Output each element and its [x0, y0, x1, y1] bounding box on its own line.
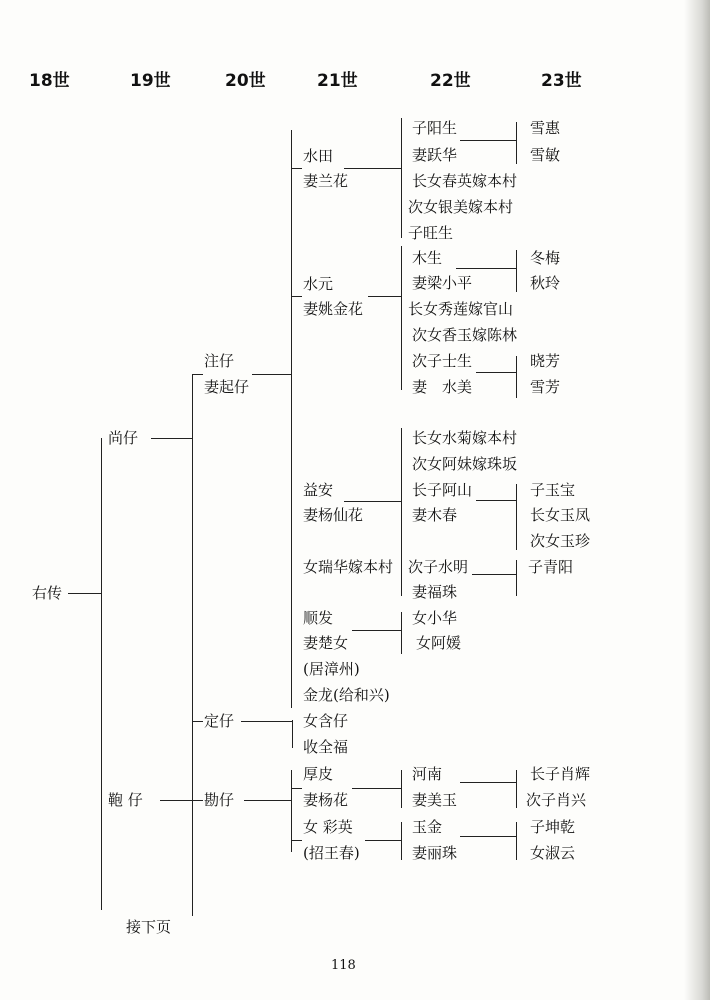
bracket-line — [401, 612, 402, 654]
person-houpi: 厚皮 — [303, 765, 334, 783]
scan-edge-shadow — [684, 0, 710, 1000]
person-youchuan: 右传 — [32, 584, 63, 602]
bracket-line — [516, 560, 517, 596]
connector-line — [368, 296, 402, 297]
person-shunfa-wife: 妻楚女 — [303, 634, 349, 652]
person-dongmei: 冬梅 — [530, 249, 561, 267]
person-second-son-shisheng: 次子士生 — [412, 352, 473, 370]
bracket-line — [292, 720, 293, 748]
bracket-line — [401, 770, 402, 808]
person-shuiyuan-wife: 妻姚金花 — [303, 300, 364, 318]
person-ashan-wife: 妻木春 — [412, 506, 458, 524]
connector-line — [352, 630, 402, 631]
person-ziyubao: 子玉宝 — [530, 481, 576, 499]
page-number: 118 — [331, 958, 356, 973]
connector-line — [193, 800, 203, 801]
person-shisheng-wife: 妻 水美 — [412, 378, 473, 396]
person-daughter-shuyun: 女淑云 — [530, 844, 576, 862]
person-caiying-note: (招王春) — [303, 844, 360, 862]
header-gen-20: 20世 — [225, 71, 266, 91]
connector-line — [292, 788, 302, 789]
connector-line — [476, 372, 517, 373]
connector-line — [352, 788, 402, 789]
person-paozai: 鞄 仔 — [108, 791, 143, 809]
person-shunfa-note: (居漳州) — [303, 660, 360, 678]
bracket-line — [516, 122, 517, 164]
bracket-line — [401, 246, 402, 390]
person-ziqingyang: 子青阳 — [528, 558, 574, 576]
person-eldest-daughter-chunying: 长女春英嫁本村 — [412, 172, 518, 190]
connector-line — [68, 593, 102, 594]
connector-line — [460, 836, 517, 837]
bracket-line — [516, 484, 517, 550]
person-qiuling: 秋玲 — [530, 274, 561, 292]
person-dingzai: 定仔 — [204, 712, 235, 730]
person-shangzai: 尚仔 — [108, 429, 139, 447]
person-second-son-xiaoxing: 次子肖兴 — [526, 791, 587, 809]
person-daughter-ayuan: 女阿媛 — [416, 634, 462, 652]
person-kanzai: 勘仔 — [204, 791, 235, 809]
header-gen-19: 19世 — [130, 71, 171, 91]
person-daughter-xiaohua: 女小华 — [412, 609, 458, 627]
person-musheng: 木生 — [412, 249, 443, 267]
header-gen-18: 18世 — [29, 71, 70, 91]
connector-line — [365, 840, 402, 841]
person-eldest-son-xiaohui: 长子肖辉 — [530, 765, 591, 783]
connector-line — [460, 140, 517, 141]
person-shuiyuan: 水元 — [303, 275, 334, 293]
bracket-line — [192, 374, 193, 916]
bracket-line — [401, 428, 402, 596]
connector-line — [244, 800, 292, 801]
person-eldest-son-ashan: 长子阿山 — [412, 481, 473, 499]
person-yujin: 玉金 — [412, 818, 443, 836]
bracket-line — [291, 130, 292, 708]
connector-line — [241, 721, 293, 722]
header-gen-22: 22世 — [430, 71, 471, 91]
connector-line — [292, 296, 302, 297]
person-shuitian-wife: 妻兰花 — [303, 172, 349, 190]
connector-line — [193, 374, 203, 375]
bracket-line — [401, 822, 402, 860]
header-gen-21: 21世 — [317, 71, 358, 91]
connector-line — [456, 268, 517, 269]
continued-note: 接下页 — [126, 918, 172, 936]
person-xuemin: 雪敏 — [530, 146, 561, 164]
connector-line — [472, 574, 517, 575]
header-gen-23: 23世 — [541, 71, 582, 91]
connector-line — [476, 500, 517, 501]
person-yian: 益安 — [303, 481, 334, 499]
connector-line — [292, 840, 302, 841]
connector-line — [151, 438, 193, 439]
connector-line — [160, 800, 193, 801]
person-shunfa: 顺发 — [303, 609, 334, 627]
person-yujin-wife: 妻丽珠 — [412, 844, 458, 862]
person-second-daughter-amei: 次女阿妹嫁珠坂 — [412, 455, 518, 473]
person-daughter-hanzai: 女含仔 — [303, 712, 349, 730]
person-zhuzai-wife: 妻起仔 — [204, 378, 250, 396]
person-adopted-quanfu: 收全福 — [303, 738, 349, 756]
person-yian-wife: 妻杨仙花 — [303, 506, 364, 524]
person-shuitian: 水田 — [303, 147, 334, 165]
bracket-line — [401, 118, 402, 238]
person-second-daughter-yinmei: 次女银美嫁本村 — [408, 198, 514, 216]
person-houpi-wife: 妻杨花 — [303, 791, 349, 809]
person-eldest-daughter-shuiju: 长女水菊嫁本村 — [412, 429, 518, 447]
person-jinlong: 金龙(给和兴) — [303, 686, 390, 704]
connector-line — [344, 168, 402, 169]
person-eldest-daughter-xiulian: 长女秀莲嫁官山 — [408, 300, 514, 318]
person-zhuzai: 注仔 — [204, 352, 235, 370]
person-xiaofang: 晓芳 — [530, 352, 561, 370]
connector-line — [193, 721, 203, 722]
person-zikunqian: 子坤乾 — [530, 818, 576, 836]
connector-line — [252, 374, 292, 375]
person-xuefang: 雪芳 — [530, 378, 561, 396]
connector-line — [344, 501, 402, 502]
person-xuehui: 雪惠 — [530, 119, 561, 137]
person-ziyangsheng: 子阳生 — [412, 119, 458, 137]
person-second-daughter-yuzhen: 次女玉珍 — [530, 532, 591, 550]
connector-line — [460, 782, 517, 783]
bracket-line — [516, 770, 517, 808]
person-ziwangsheng: 子旺生 — [408, 224, 454, 242]
person-second-daughter-xiangyu: 次女香玉嫁陈林 — [412, 326, 518, 344]
bracket-line — [516, 356, 517, 398]
person-daughter-caiying: 女 彩英 — [303, 818, 353, 836]
person-henan: 河南 — [412, 765, 443, 783]
person-shuiming-wife: 妻福珠 — [412, 583, 458, 601]
connector-line — [292, 168, 302, 169]
person-daughter-ruihua: 女瑞华嫁本村 — [303, 558, 394, 576]
person-eldest-daughter-yufeng: 长女玉凤 — [530, 506, 591, 524]
person-musheng-wife: 妻梁小平 — [412, 274, 473, 292]
bracket-line — [516, 250, 517, 292]
person-ziyangsheng-wife: 妻跃华 — [412, 146, 458, 164]
bracket-line — [101, 438, 102, 910]
person-henan-wife: 妻美玉 — [412, 791, 458, 809]
person-second-son-shuiming: 次子水明 — [408, 558, 469, 576]
bracket-line — [516, 822, 517, 860]
